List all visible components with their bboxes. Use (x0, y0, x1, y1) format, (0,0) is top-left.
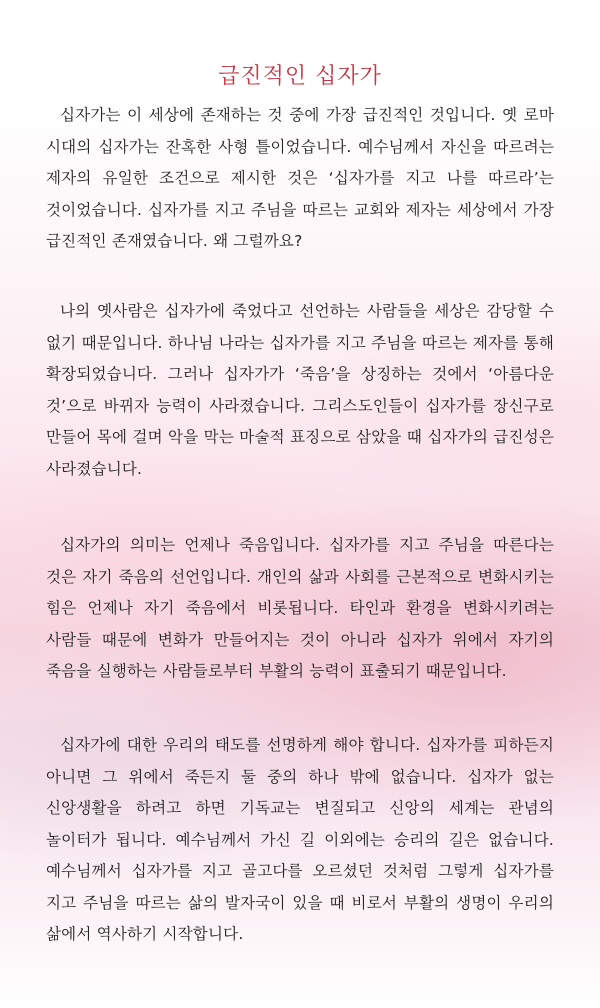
paragraph-1: 십자가는 이 세상에 존재하는 것 중에 가장 급진적인 것입니다. 옛 로마 시대의 십자가는 잔혹한 사형 틀이었습니다. 예수님께서 자신을 따르려는 제자의 유일한 조건으로 제시한 것은 ‘십자가를 지고 나를 따르라’는 것이었습니다. 십자가를 지고 주님을 따르는 교회와 제자는 세상에서 가장 급진적인 존재였습니다. 왜 그럴까요? (46, 106, 554, 250)
page-title: 급진적인 십자가 (218, 63, 382, 89)
paragraph-3: 십자가의 의미는 언제나 죽음입니다. 십자가를 지고 주님을 따른다는 것은 자기 죽음의 선언입니다. 개인의 삶과 사회를 근본적으로 변화시키는 힘은 언제나 자기 죽음에서 비롯됩니다. 타인과 환경을 변화시키려는 사람들 때문에 변화가 만들어지는 것이 아니라 십자가 위에서 자기의 죽음을 실행하는 사람들로부터 부활의 능력이 표출되기 때문입니다. (46, 536, 554, 680)
paragraph-2: 나의 옛사람은 십자가에 죽었다고 선언하는 사람들을 세상은 감당할 수 없기 때문입니다. 하나님 나라는 십자가를 지고 주님을 따르는 제자를 통해 확장되었습니다. 그러나 십자가가 ‘죽음’을 상징하는 것에서 ‘아름다운 것’으로 바뀌자 능력이 사라졌습니다. 그리스도인들이 십자가를 장신구로 만들어 목에 걸며 악을 막는 마술적 표징으로 삼았을 때 십자가의 급진성은 사라졌습니다. (46, 302, 554, 478)
paragraph-4: 십자가에 대한 우리의 태도를 선명하게 해야 합니다. 십자가를 피하든지 아니면 그 위에서 죽든지 둘 중의 하나 밖에 없습니다. 십자가 없는 신앙생활을 하려고 하면 기독교는 변질되고 신앙의 세계는 관념의 놀이터가 됩니다. 예수님께서 가신 길 이외에는 승리의 길은 없습니다. 예수님께서 십자가를 지고 골고다를 오르셨던 것처럼 그렇게 십자가를 지고 주님을 따르는 삶의 발자국이 있을 때 비로서 부활의 생명이 우리의 삶에서 역사하기 시작합니다. (46, 736, 554, 943)
